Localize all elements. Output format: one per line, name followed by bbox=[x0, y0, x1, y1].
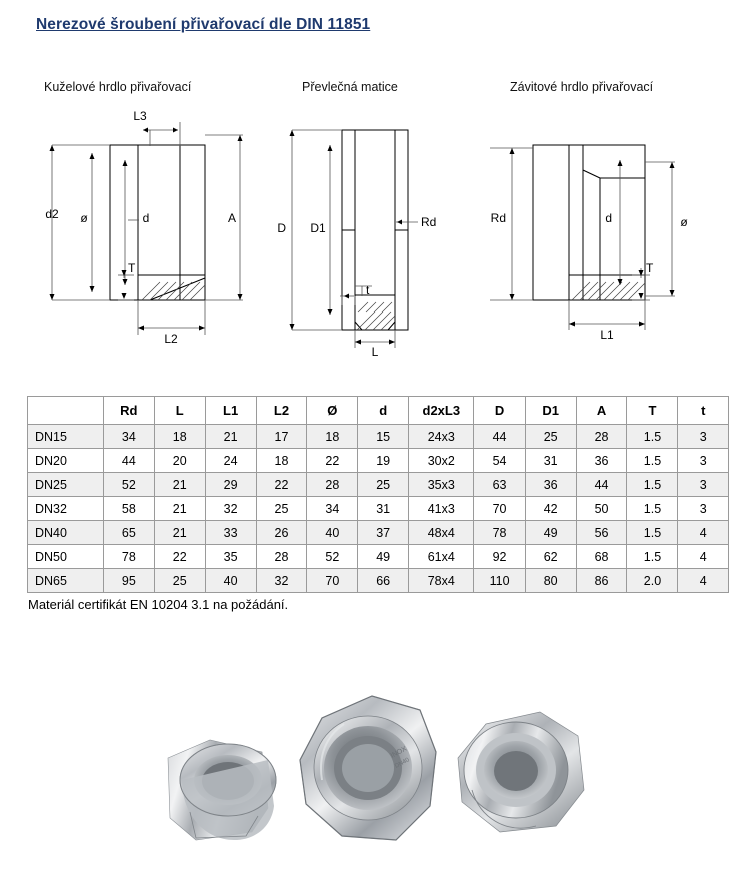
cell: 58 bbox=[103, 497, 154, 521]
row-label: DN15 bbox=[28, 425, 104, 449]
cell: 3 bbox=[678, 473, 729, 497]
label-d-1: d bbox=[142, 211, 150, 225]
table-row bbox=[28, 473, 729, 497]
cell: 1.5 bbox=[627, 473, 678, 497]
label-T-1: T bbox=[128, 261, 136, 275]
cell: 68 bbox=[576, 545, 627, 569]
cell: 95 bbox=[103, 569, 154, 593]
cell: 3 bbox=[678, 449, 729, 473]
spec-table bbox=[27, 396, 729, 593]
cell: 49 bbox=[525, 521, 576, 545]
cell: 65 bbox=[103, 521, 154, 545]
cell: 42 bbox=[525, 497, 576, 521]
diagram-caption-3: Závitové hrdlo přivařovací bbox=[510, 80, 654, 94]
table-col-l1: L1 bbox=[205, 397, 256, 425]
cell: 21 bbox=[154, 521, 205, 545]
cell: 54 bbox=[474, 449, 525, 473]
cell: 36 bbox=[576, 449, 627, 473]
cell: 44 bbox=[576, 473, 627, 497]
technical-drawings bbox=[0, 100, 756, 370]
label-D: D bbox=[277, 221, 286, 235]
row-label: DN25 bbox=[28, 473, 104, 497]
cell: 78 bbox=[474, 521, 525, 545]
cell: 35 bbox=[205, 545, 256, 569]
threaded-liner-photo bbox=[458, 712, 584, 832]
label-o-3: ø bbox=[680, 215, 688, 229]
table-col-l2: L2 bbox=[256, 397, 307, 425]
label-Rd-2: Rd bbox=[421, 215, 437, 229]
cell: 21 bbox=[154, 473, 205, 497]
table-col-diameter: Ø bbox=[307, 397, 358, 425]
table-col-dcap: D bbox=[474, 397, 525, 425]
row-label: DN32 bbox=[28, 497, 104, 521]
cell: 18 bbox=[307, 425, 358, 449]
cell: 34 bbox=[103, 425, 154, 449]
label-L1: L1 bbox=[600, 328, 614, 342]
row-label: DN65 bbox=[28, 569, 104, 593]
cell: 3 bbox=[678, 497, 729, 521]
cell: 1.5 bbox=[627, 449, 678, 473]
table-row bbox=[28, 545, 729, 569]
cell: 21 bbox=[205, 425, 256, 449]
cell: 36 bbox=[525, 473, 576, 497]
table-col-tcap: T bbox=[627, 397, 678, 425]
table-row bbox=[28, 521, 729, 545]
cell: 41x3 bbox=[409, 497, 474, 521]
cell: 25 bbox=[358, 473, 409, 497]
cell: 62 bbox=[525, 545, 576, 569]
cell: 50 bbox=[576, 497, 627, 521]
union-nut-photo bbox=[300, 696, 436, 840]
table-col-t: t bbox=[678, 397, 729, 425]
cell: 52 bbox=[307, 545, 358, 569]
product-photos bbox=[0, 640, 756, 882]
cell: 4 bbox=[678, 545, 729, 569]
cell: 28 bbox=[576, 425, 627, 449]
label-d-3: d bbox=[605, 211, 612, 225]
cell: 19 bbox=[358, 449, 409, 473]
cell: 78x4 bbox=[409, 569, 474, 593]
table-col-rd: Rd bbox=[103, 397, 154, 425]
cell: 2.0 bbox=[627, 569, 678, 593]
table-col-a: A bbox=[576, 397, 627, 425]
page-title: Nerezové šroubení přivařovací dle DIN 11851 bbox=[36, 16, 371, 33]
cell: 33 bbox=[205, 521, 256, 545]
table-col-d2xl3: d2xL3 bbox=[409, 397, 474, 425]
spec-table-wrapper bbox=[27, 396, 729, 593]
svg-text:INOX: INOX bbox=[389, 745, 409, 760]
material-note: Materiál certifikát EN 10204 3.1 na požádání. bbox=[28, 597, 289, 612]
table-corner-cell bbox=[28, 397, 104, 425]
cell: 31 bbox=[525, 449, 576, 473]
cone-liner-photo bbox=[168, 740, 276, 840]
cell: 52 bbox=[103, 473, 154, 497]
table-col-d: d bbox=[358, 397, 409, 425]
row-label: DN50 bbox=[28, 545, 104, 569]
row-label: DN20 bbox=[28, 449, 104, 473]
label-L: L bbox=[371, 345, 379, 359]
diagram-threaded-liner bbox=[490, 145, 688, 342]
cell: 15 bbox=[358, 425, 409, 449]
cell: 66 bbox=[358, 569, 409, 593]
cell: 31 bbox=[358, 497, 409, 521]
cell: 40 bbox=[307, 521, 358, 545]
diagram-union-nut bbox=[277, 130, 436, 359]
cell: 86 bbox=[576, 569, 627, 593]
table-row bbox=[28, 569, 729, 593]
cell: 4 bbox=[678, 521, 729, 545]
cell: 44 bbox=[474, 425, 525, 449]
cell: 25 bbox=[525, 425, 576, 449]
cell: 29 bbox=[205, 473, 256, 497]
table-col-l: L bbox=[154, 397, 205, 425]
cell: 34 bbox=[307, 497, 358, 521]
cell: 3 bbox=[678, 425, 729, 449]
cell: 1.5 bbox=[627, 497, 678, 521]
svg-text:DN40: DN40 bbox=[394, 757, 411, 770]
label-T-3: T bbox=[646, 261, 654, 275]
cell: 1.5 bbox=[627, 521, 678, 545]
cell: 25 bbox=[256, 497, 307, 521]
label-Rd-3: Rd bbox=[490, 211, 506, 225]
label-L3: L3 bbox=[133, 109, 147, 123]
cell: 17 bbox=[256, 425, 307, 449]
label-A: A bbox=[227, 211, 237, 225]
cell: 28 bbox=[307, 473, 358, 497]
label-D1: D1 bbox=[310, 221, 326, 235]
cell: 21 bbox=[154, 497, 205, 521]
diagram-cone-liner bbox=[45, 109, 243, 346]
table-row bbox=[28, 449, 729, 473]
cell: 18 bbox=[256, 449, 307, 473]
label-t-2: t bbox=[366, 283, 370, 297]
cell: 40 bbox=[205, 569, 256, 593]
cell: 25 bbox=[154, 569, 205, 593]
label-o-1: ø bbox=[80, 211, 88, 225]
cell: 44 bbox=[103, 449, 154, 473]
diagram-caption-2: Převlečná matice bbox=[302, 80, 398, 94]
cell: 24x3 bbox=[409, 425, 474, 449]
cell: 26 bbox=[256, 521, 307, 545]
cell: 80 bbox=[525, 569, 576, 593]
cell: 70 bbox=[474, 497, 525, 521]
diagram-caption-1: Kuželové hrdlo přivařovací bbox=[44, 80, 192, 94]
cell: 22 bbox=[307, 449, 358, 473]
cell: 32 bbox=[205, 497, 256, 521]
cell: 70 bbox=[307, 569, 358, 593]
row-label: DN40 bbox=[28, 521, 104, 545]
table-row bbox=[28, 425, 729, 449]
cell: 78 bbox=[103, 545, 154, 569]
table-header-row bbox=[28, 397, 729, 425]
cell: 20 bbox=[154, 449, 205, 473]
cell: 4 bbox=[678, 569, 729, 593]
cell: 30x2 bbox=[409, 449, 474, 473]
cell: 61x4 bbox=[409, 545, 474, 569]
cell: 63 bbox=[474, 473, 525, 497]
cell: 22 bbox=[256, 473, 307, 497]
cell: 24 bbox=[205, 449, 256, 473]
cell: 28 bbox=[256, 545, 307, 569]
cell: 18 bbox=[154, 425, 205, 449]
label-L2: L2 bbox=[164, 332, 178, 346]
cell: 48x4 bbox=[409, 521, 474, 545]
label-d2: d2 bbox=[45, 207, 59, 221]
cell: 49 bbox=[358, 545, 409, 569]
table-col-d1: D1 bbox=[525, 397, 576, 425]
cell: 110 bbox=[474, 569, 525, 593]
table-row bbox=[28, 497, 729, 521]
cell: 22 bbox=[154, 545, 205, 569]
cell: 1.5 bbox=[627, 425, 678, 449]
cell: 92 bbox=[474, 545, 525, 569]
cell: 37 bbox=[358, 521, 409, 545]
cell: 32 bbox=[256, 569, 307, 593]
cell: 35x3 bbox=[409, 473, 474, 497]
cell: 56 bbox=[576, 521, 627, 545]
cell: 1.5 bbox=[627, 545, 678, 569]
